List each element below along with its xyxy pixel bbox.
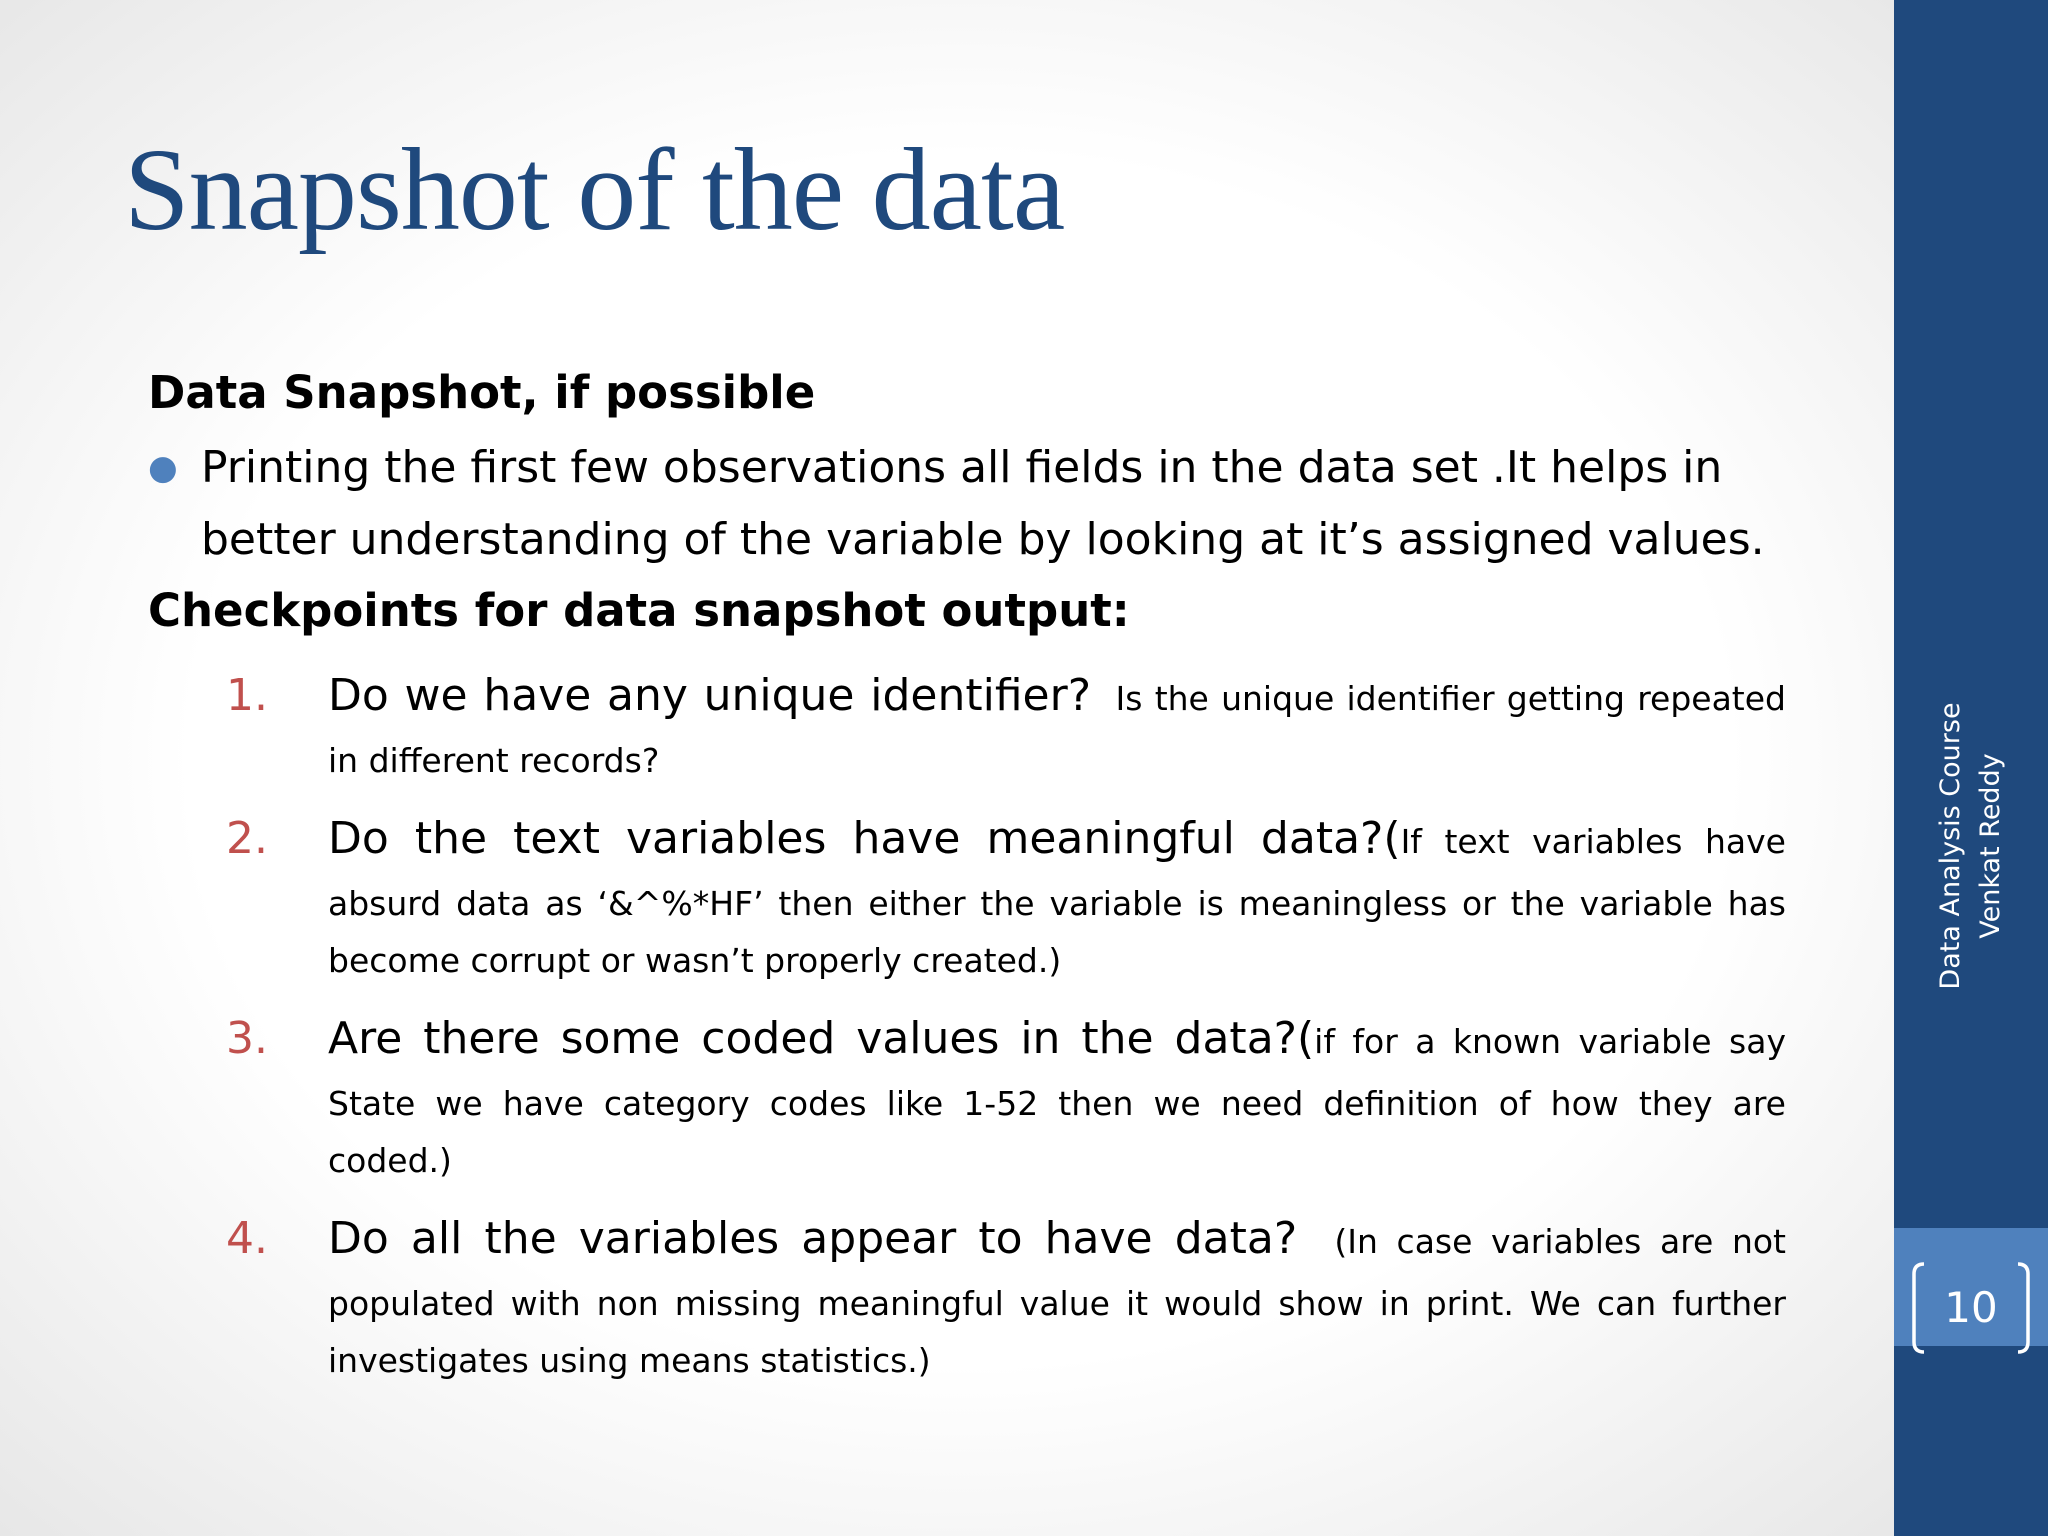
checkpoint-number: 4. xyxy=(226,1213,268,1264)
checkpoint-item xyxy=(148,803,1786,989)
checkpoint-question: Do all the variables appear to have data? xyxy=(328,1213,1298,1264)
slide-body xyxy=(148,358,1788,1389)
author-name: Venkat Reddy xyxy=(1975,753,2006,939)
checkpoint-detail: If text variables have absurd data as ‘&^%*HF’ then either the variable is meaningless or the variable has become corrupt or wasn’t properly created.) xyxy=(328,822,1786,980)
checkpoint-item xyxy=(148,660,1786,789)
page-number: 10 xyxy=(1944,1283,1998,1332)
course-name: Data Analysis Course xyxy=(1935,702,1966,990)
checkpoint-detail: (In case variables are not populated with non missing meaningful value it would show in print. We can further investigates using means statistics.) xyxy=(328,1222,1787,1380)
page-number-box xyxy=(1910,1262,2032,1354)
section-heading-checkpoints: Checkpoints for data snapshot output: xyxy=(148,584,1130,637)
section-heading-snapshot: Data Snapshot, if possible xyxy=(148,366,816,419)
checkpoint-item xyxy=(148,1203,1786,1389)
sidebar-footer-text xyxy=(1931,646,2011,1046)
checkpoint-number: 2. xyxy=(226,813,268,864)
checkpoint-number: 3. xyxy=(226,1013,268,1064)
checkpoint-detail: if for a known variable say State we have category codes like 1-52 then we need definition of how they are coded.) xyxy=(328,1022,1786,1180)
checkpoint-question: Do the text variables have meaningful data?( xyxy=(328,813,1401,864)
checkpoint-list xyxy=(148,660,1788,1389)
bullet-text: Printing the first few observations all fields in the data set .It helps in better understanding of the variable by looking at it’s assigned values. xyxy=(201,442,1765,565)
bullet-dot-icon: ● xyxy=(148,448,178,488)
checkpoint-question: Are there some coded values in the data?( xyxy=(328,1013,1315,1064)
slide-title: Snapshot of the data xyxy=(124,124,1065,255)
checkpoint-question: Do we have any unique identifier? xyxy=(328,670,1092,721)
bullet-item xyxy=(148,432,1788,576)
checkpoint-item xyxy=(148,1003,1786,1189)
checkpoint-number: 1. xyxy=(226,670,268,721)
checkpoint-detail: Is the unique identifier getting repeated in different records? xyxy=(328,679,1786,780)
